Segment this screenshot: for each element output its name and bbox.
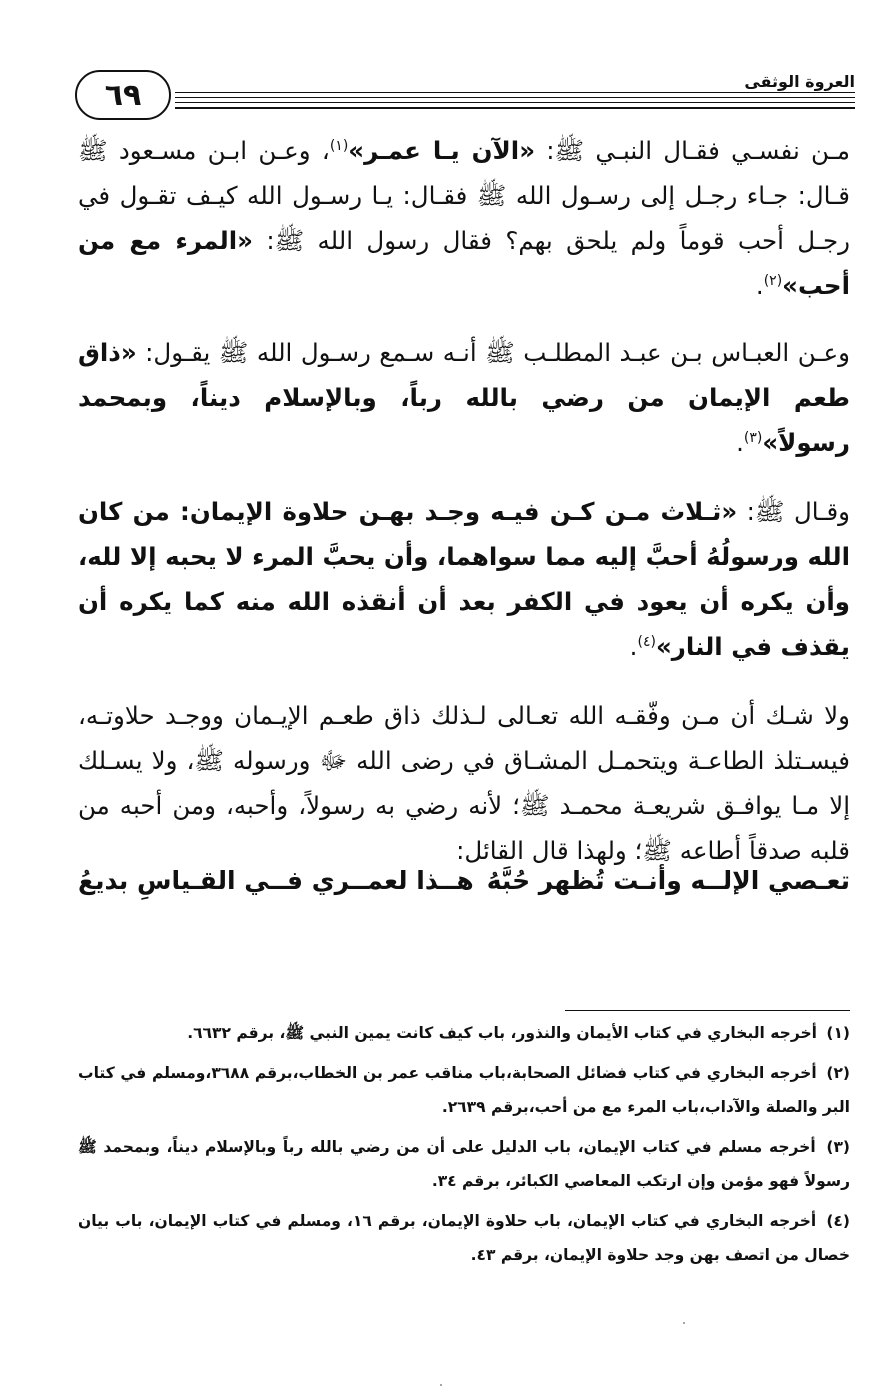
- print-speck: [440, 1384, 442, 1386]
- page-number: ٦٩: [104, 77, 142, 113]
- paragraph: [78, 693, 850, 873]
- footnote-marker: (١): [329, 137, 349, 154]
- footnote-number: (٣): [826, 1138, 850, 1156]
- paragraph-text: وقـال ﷺ:: [737, 497, 850, 526]
- header-rule: [175, 97, 855, 98]
- paragraph-text: ولا شـك أن مـن وفّقـه الله تعـالى لـذلك ذاق طعـم الإيـمان ووجـد حلاوتـه، فيسـتلذ الطاعـة ويتحمـل المشـاق في رضى الله ﷻ ورسوله ﷺ، ولا يسـلك إلا مـا يوافـق شريعـة محمـد ﷺ؛ لأنه رضي به رسولاً، وأحبه، ومن أحبه من قلبه صدقاً أطاعه ﷺ؛ ولهذا قال القائل:: [78, 701, 850, 865]
- header-rule: [175, 92, 855, 93]
- verse: [78, 866, 850, 912]
- print-speck: [683, 1322, 685, 1324]
- paragraph-text: مـن نفسـي فقـال النبـي ﷺ:: [535, 136, 850, 165]
- paragraph-text: وعـن العبـاس بـن عبـد المطلـب ﷺ أنـه سـمع رسـول الله ﷺ يقـول:: [136, 338, 850, 367]
- running-title: العروة الوثقى: [738, 72, 855, 91]
- paragraph-text: ، وعـن ابـن مسـعود ﷺ قـال: جـاء رجـل إلى رسـول الله ﷺ فقـال: يـا رسـول الله كيـف تقـول في رجـل أحب قوماً ولم يلحق بهم؟ فقال رسول الله ﷺ:: [78, 136, 851, 255]
- hadith-quote: «الآن يـا عمـر»: [348, 136, 536, 165]
- footnotes: [78, 1016, 850, 1278]
- hadith-quote: «ثـلاث مـن كـن فيـه وجـد بهـن حلاوة الإيمان: من كان الله ورسولُهُ أحبَّ إليه مما سواهما، وأن يحبَّ المرء لا يحبه إلا لله، وأن يكره أن يعود في الكفر بعد أن أنقذه الله منه كما يكره أن يقذف في النار»: [78, 497, 850, 661]
- header-rule: [175, 102, 855, 103]
- footnote-text: أخرجه البخاري في كتاب الإيمان، باب حلاوة الإيمان، برقم ١٦، ومسلم في كتاب الإيمان، باب بيان خصال من اتصف بهن وجد حلاوة الإيمان، برقم ٤٣.: [78, 1212, 850, 1264]
- verse-first-hemistich: تعـصي الإلــه وأنـت تُظهر حُبَّهُ: [486, 866, 850, 895]
- paragraph: [78, 128, 850, 308]
- page-header: [75, 70, 855, 122]
- footnote-separator: [565, 1010, 850, 1011]
- hadith-quote: «ذاق طعم الإيمان من رضي بالله رباً، وبالإسلام ديناً، وبمحمد رسولاً»: [78, 338, 850, 457]
- footnote-number: (٤): [826, 1212, 850, 1230]
- footnote: [78, 1130, 850, 1198]
- page-number-frame: [75, 70, 171, 120]
- footnote: [78, 1056, 850, 1124]
- verse-second-hemistich: هــذا لعمــري فــي القـياسِ بديعُ: [78, 866, 474, 895]
- hadith-quote: «المرء مع من أحب»: [78, 226, 850, 300]
- paragraph-text: .: [629, 632, 638, 661]
- footnote-marker: (٢): [763, 272, 783, 289]
- footnote-marker: (٣): [743, 429, 763, 446]
- footnote-text: أخرجه البخاري في كتاب فضائل الصحابة،باب مناقب عمر بن الخطاب،برقم ٣٦٨٨،ومسلم في كتاب البر والصلة والآداب،باب المرء مع من أحب،برقم ٢٦٣٩.: [78, 1064, 850, 1116]
- footnote-text: أخرجه البخاري في كتاب الأيمان والنذور، باب كيف كانت يمين النبي ﷺ، برقم ٦٦٣٢.: [187, 1024, 823, 1042]
- footnote-marker: (٤): [637, 633, 656, 650]
- paragraph-text: .: [736, 428, 744, 457]
- footnote-number: (٢): [826, 1064, 851, 1082]
- header-rule: [175, 107, 855, 109]
- body-text: [78, 128, 850, 897]
- paragraph: [78, 330, 850, 465]
- paragraph: [78, 489, 850, 669]
- paragraph-text: .: [755, 271, 764, 300]
- footnote: [78, 1204, 850, 1272]
- footnote-text: أخرجه مسلم في كتاب الإيمان، باب الدليل على أن من رضي بالله رباً وبالإسلام ديناً، وبمحمد ﷺ رسولاً فهو مؤمن وإن ارتكب المعاصي الكبائر، برقم ٣٤.: [78, 1138, 850, 1190]
- footnote-number: (١): [826, 1024, 850, 1042]
- footnote: [78, 1016, 850, 1050]
